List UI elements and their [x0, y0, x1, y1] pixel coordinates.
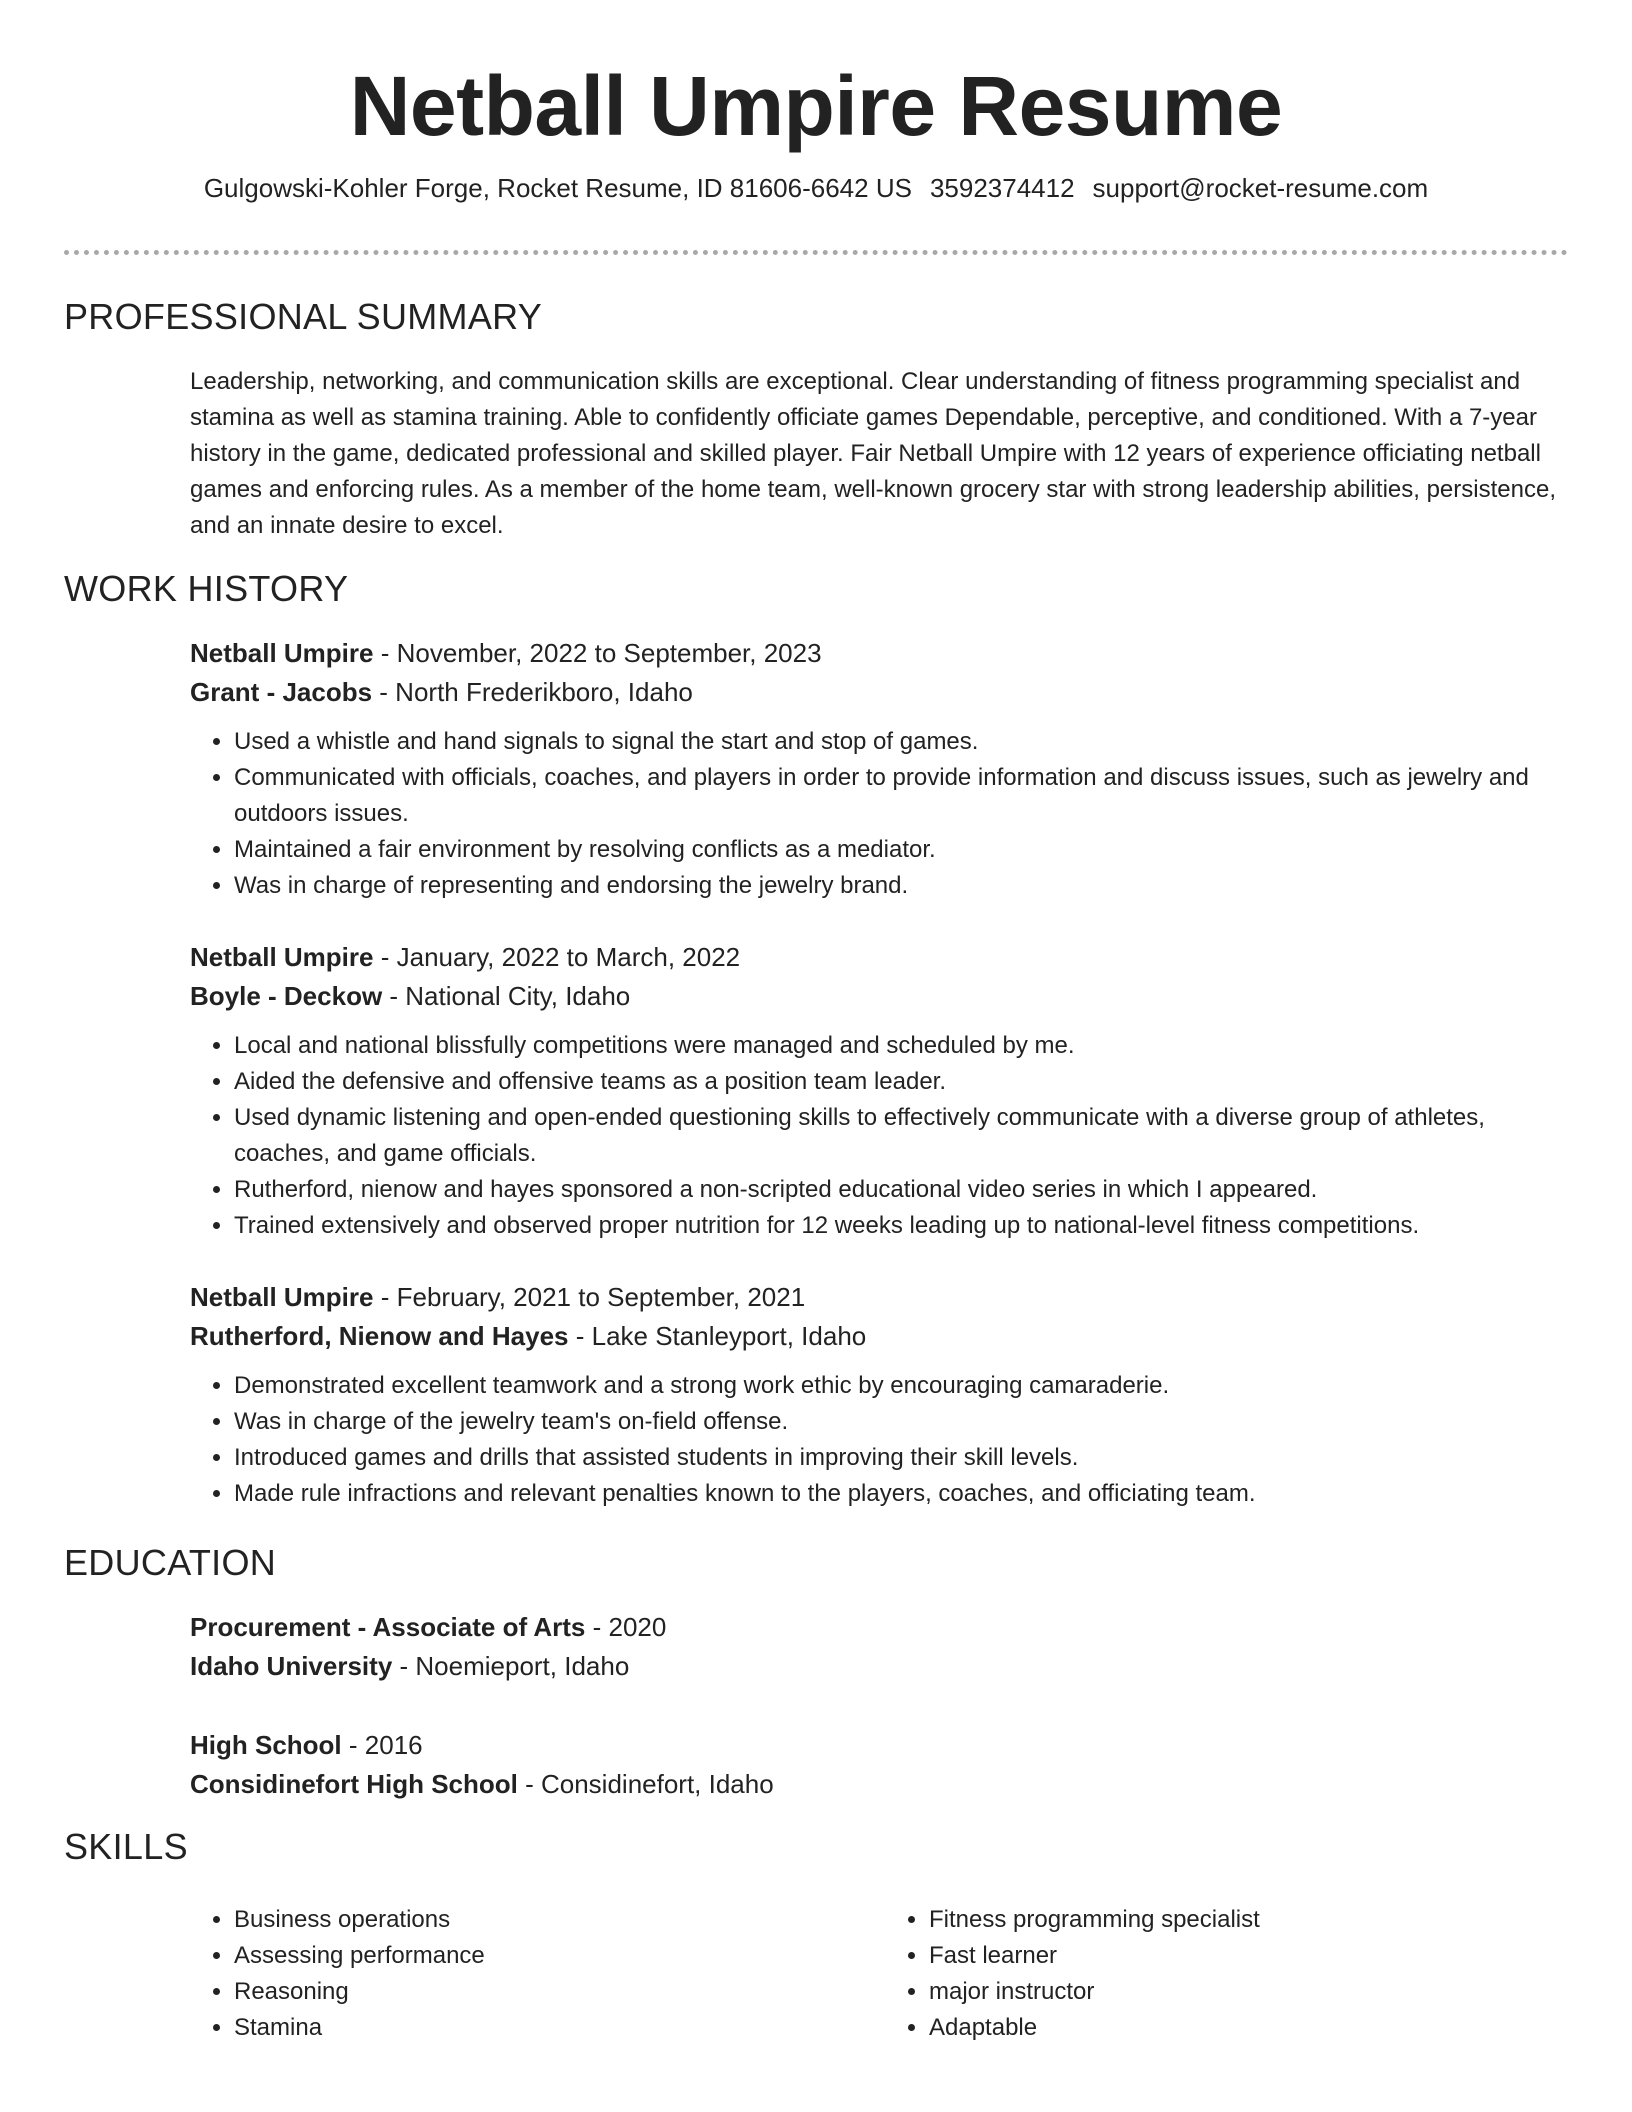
education-school: Idaho University: [190, 1651, 393, 1681]
job-company: Boyle - Deckow: [190, 981, 383, 1011]
education-school-line: [190, 1647, 1580, 1686]
list-item: • Adaptable: [929, 2010, 1580, 2046]
contact-phone: 3592374412: [929, 173, 1075, 203]
list-item: • Reasoning: [234, 1974, 885, 2010]
contact-email: support@rocket-resume.com: [1092, 173, 1429, 203]
section-title-work-history: WORK HISTORY: [64, 568, 349, 609]
job-title: Netball Umpire: [190, 1282, 374, 1312]
list-item: • Introduced games and drills that assisted students in improving their skill levels.: [234, 1440, 1580, 1476]
education-school: Considinefort High School: [190, 1769, 518, 1799]
summary-text: Leadership, networking, and communication skills are exceptional. Clear understanding of fitness programming specialist and stamina as well as stamina training. Able to confidently officiate games Dependable, perceptive, and conditioned. With a 7-year history in the game, dedicated professional and skilled player. Fair Netball Umpire with 12 years of experience officiating netball games and enforcing rules. As a member of the home team, well-known grocery star with strong leadership abilities, persistence, and an innate desire to excel.: [190, 368, 1556, 539]
education-year: - 2020: [585, 1612, 667, 1642]
job-title-line: [190, 938, 1580, 977]
contact-line: [0, 170, 1632, 206]
list-item: • Used dynamic listening and open-ended questioning skills to effectively communicate with a diverse group of athletes, coaches, and game officials.: [234, 1100, 1580, 1172]
education-degree-line: [190, 1608, 1580, 1647]
education-degree: High School: [190, 1730, 342, 1760]
education-location: - Considinefort, Idaho: [517, 1769, 774, 1799]
list-item: • Business operations: [234, 1902, 885, 1938]
education-location: - Noemieport, Idaho: [392, 1651, 630, 1681]
list-item: • Communicated with officials, coaches, and players in order to provide information and discuss issues, such as jewelry and outdoors issues.: [234, 760, 1580, 832]
list-item: • Aided the defensive and offensive teams as a position team leader.: [234, 1064, 1580, 1100]
section-title-summary: PROFESSIONAL SUMMARY: [64, 296, 543, 337]
job-bullets: [190, 1028, 1580, 1244]
list-item: • Maintained a fair environment by resolving conflicts as a mediator.: [234, 832, 1580, 868]
skills-column-left: [190, 1902, 885, 2046]
section-title-education: EDUCATION: [64, 1542, 277, 1583]
job-entry: [190, 634, 1580, 904]
job-bullets: [190, 724, 1580, 904]
skills-column-right: [885, 1902, 1580, 2046]
education-entry: [190, 1726, 1580, 1804]
job-dates: - November, 2022 to September, 2023: [373, 638, 822, 668]
job-title: Netball Umpire: [190, 638, 374, 668]
education-degree: Procurement - Associate of Arts: [190, 1612, 586, 1642]
list-item: • Local and national blissfully competitions were managed and scheduled by me.: [234, 1028, 1580, 1064]
contact-address: Gulgowski-Kohler Forge, Rocket Resume, ID 81606-6642 US: [203, 173, 912, 203]
education-entry: [190, 1608, 1580, 1686]
list-item: • Fitness programming specialist: [929, 1902, 1580, 1938]
job-title-line: [190, 634, 1580, 673]
list-item: • Trained extensively and observed proper nutrition for 12 weeks leading up to national-level fitness competitions.: [234, 1208, 1580, 1244]
list-item: • Assessing performance: [234, 1938, 885, 1974]
list-item: • Used a whistle and hand signals to signal the start and stop of games.: [234, 724, 1580, 760]
list-item: • Fast learner: [929, 1938, 1580, 1974]
list-item: • Rutherford, nienow and hayes sponsored a non-scripted educational video series in which I appeared.: [234, 1172, 1580, 1208]
job-company: Rutherford, Nienow and Hayes: [190, 1321, 569, 1351]
header-divider: [64, 250, 1568, 255]
list-item: • Stamina: [234, 2010, 885, 2046]
job-company-line: [190, 673, 1580, 712]
list-item: • Was in charge of representing and endorsing the jewelry brand.: [234, 868, 1580, 904]
list-item: • Demonstrated excellent teamwork and a strong work ethic by encouraging camaraderie.: [234, 1368, 1580, 1404]
list-item: • Made rule infractions and relevant penalties known to the players, coaches, and officiating team.: [234, 1476, 1580, 1512]
list-item: • Was in charge of the jewelry team's on-field offense.: [234, 1404, 1580, 1440]
education-degree-line: [190, 1726, 1580, 1765]
section-title-skills: SKILLS: [64, 1826, 188, 1867]
job-company-line: [190, 977, 1580, 1016]
list-item: • major instructor: [929, 1974, 1580, 2010]
education-school-line: [190, 1765, 1580, 1804]
job-dates: - February, 2021 to September, 2021: [373, 1282, 806, 1312]
skills-list: [190, 1902, 1580, 2046]
job-location: - North Frederikboro, Idaho: [372, 677, 693, 707]
job-company: Grant - Jacobs: [190, 677, 373, 707]
education-year: - 2016: [341, 1730, 423, 1760]
job-title-line: [190, 1278, 1580, 1317]
job-entry: [190, 938, 1580, 1244]
job-location: - National City, Idaho: [382, 981, 631, 1011]
job-location: - Lake Stanleyport, Idaho: [568, 1321, 867, 1351]
job-entry: [190, 1278, 1580, 1512]
job-dates: - January, 2022 to March, 2022: [373, 942, 741, 972]
resume-title: Netball Umpire Resume: [349, 59, 1283, 153]
job-bullets: [190, 1368, 1580, 1512]
job-title: Netball Umpire: [190, 942, 374, 972]
job-company-line: [190, 1317, 1580, 1356]
